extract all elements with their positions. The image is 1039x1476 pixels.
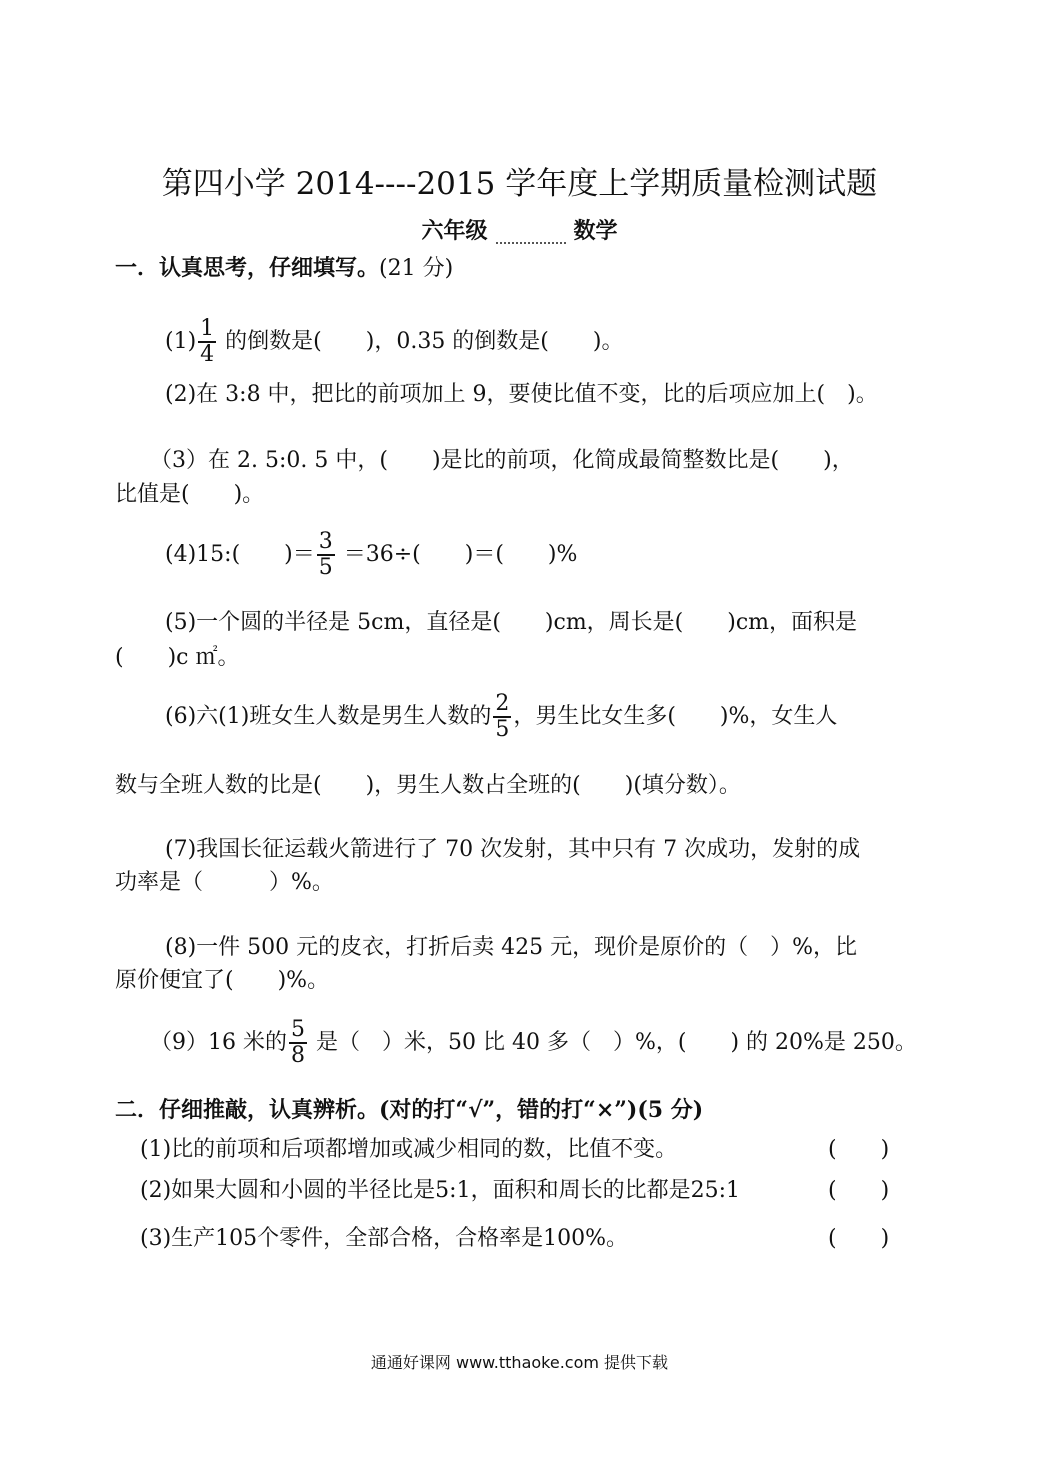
judge-item-3: (3)生产105个零件，全部合格，合格率是100%。 <box>140 1226 629 1251</box>
question-1 <box>165 317 623 367</box>
q1-number: (1) <box>165 329 197 354</box>
section1-heading-text: 一．认真思考，仔细填写。 <box>115 255 380 281</box>
question-6-line2: 数与全班人数的比是( )，男生人数占全班的( )(填分数）。 <box>115 773 741 798</box>
fraction-numerator: 1 <box>200 316 215 341</box>
question-7-line1: (7)我国长征运载火箭进行了 70 次发射，其中只有 7 次成功，发射的成 <box>165 837 861 862</box>
section1-heading <box>115 255 453 282</box>
q6-part-a: (6)六(1)班女生人数是男生人数的 <box>165 704 492 729</box>
section2-heading: 二．仔细推敲，认真辨析。(对的打“√”，错的打“×”)(5 分) <box>115 1097 704 1123</box>
fraction-denominator: 8 <box>291 1043 305 1068</box>
fraction-denominator: 4 <box>200 342 215 367</box>
question-3-line2: 比值是( )。 <box>115 482 265 507</box>
answer-paren-3: ( ) <box>828 1226 890 1251</box>
question-3-line1: （3）在 2. 5:0. 5 中，( )是比的前项，化简成最简整数比是( )， <box>150 448 854 473</box>
question-4 <box>165 530 577 580</box>
answer-paren-1: ( ) <box>828 1137 890 1162</box>
exam-title: 第四小学 2014----2015 学年度上学期质量检测试题 <box>161 166 878 202</box>
footer-source: 通通好课网 www.tthaoke.com 提供下载 <box>370 1353 669 1372</box>
grade-label: 六年级 <box>421 218 488 244</box>
fraction-1-4 <box>198 317 216 367</box>
fraction-5-8 <box>289 1018 307 1068</box>
subject-label: 数学 <box>573 218 618 244</box>
question-6 <box>165 692 837 742</box>
q9-part-a: （9）16 米的 <box>150 1030 287 1055</box>
judge-item-2: (2)如果大圆和小圆的半径比是5:1，面积和周长的比都是25:1 <box>140 1178 740 1203</box>
dotted-blank <box>496 228 566 244</box>
section1-points: (21 分) <box>379 256 454 281</box>
question-2: (2)在 3:8 中，把比的前项加上 9，要使比值不变，比的后项应加上( )。 <box>165 382 878 407</box>
q9-part-b: 是（ ）米，50 比 40 多（ ）%，( ) 的 20%是 250。 <box>309 1030 917 1055</box>
fraction-numerator: 5 <box>291 1017 305 1042</box>
question-5-line1: (5)一个圆的半径是 5cm，直径是( )cm，周长是( )cm，面积是 <box>165 610 858 635</box>
judge-item-1: (1)比的前项和后项都增加或减少相同的数，比值不变。 <box>140 1137 678 1162</box>
q1-text: 的倒数是( )，0.35 的倒数是( )。 <box>218 329 624 354</box>
fraction-denominator: 5 <box>495 717 510 742</box>
fraction-3-5 <box>317 530 335 580</box>
answer-paren-2: ( ) <box>828 1178 890 1203</box>
question-7-line2: 功率是（ ）%。 <box>115 870 334 895</box>
question-5-line2: ( )c ㎡。 <box>115 645 240 670</box>
q4-part-b: ＝36÷( )＝( )% <box>336 542 578 567</box>
q4-part-a: (4)15:( )＝ <box>165 542 315 567</box>
question-8-line2: 原价便宜了( )%。 <box>115 968 330 993</box>
fraction-numerator: 2 <box>495 691 510 716</box>
fraction-numerator: 3 <box>318 529 333 554</box>
question-8-line1: (8)一件 500 元的皮衣，打折后卖 425 元，现价是原价的（ ）%，比 <box>165 935 858 960</box>
q6-part-b: ，男生比女生多( )%，女生人 <box>513 704 838 729</box>
fraction-2-5 <box>493 692 511 742</box>
exam-subtitle <box>0 218 1039 244</box>
fraction-denominator: 5 <box>318 555 333 580</box>
question-9 <box>150 1018 917 1068</box>
